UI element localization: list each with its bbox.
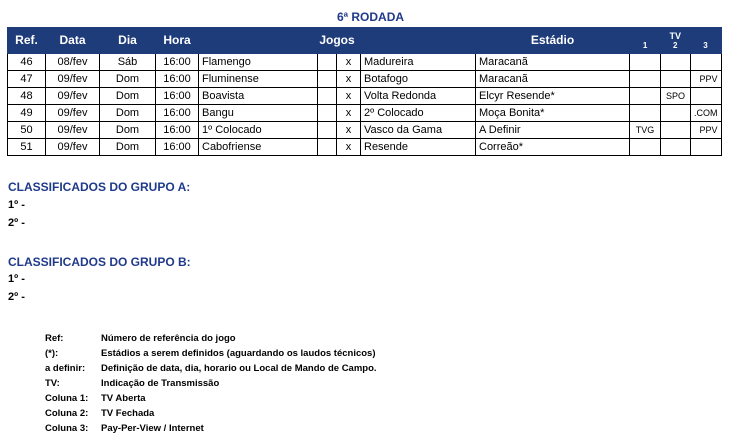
header-tv-col-1: 1 bbox=[642, 40, 648, 50]
cell-dia: Dom bbox=[100, 71, 156, 88]
group-a-second: 2º - bbox=[8, 217, 25, 229]
cell-away-team: Madureira bbox=[361, 54, 476, 71]
cell-dia: Dom bbox=[100, 122, 156, 139]
legend-key: Coluna 3: bbox=[45, 423, 89, 434]
header-tv bbox=[630, 28, 722, 54]
cell-spacer bbox=[318, 88, 337, 105]
cell-spacer bbox=[318, 54, 337, 71]
legend-value: Definição de data, dia, horario ou Local de Mando de Campo. bbox=[101, 363, 377, 374]
cell-versus: x bbox=[337, 71, 361, 88]
cell-ref: 46 bbox=[8, 54, 46, 71]
cell-tv3 bbox=[691, 139, 722, 156]
cell-spacer bbox=[318, 122, 337, 139]
header-estadio: Estádio bbox=[476, 28, 630, 54]
cell-dia: Dom bbox=[100, 88, 156, 105]
legend-item bbox=[45, 331, 377, 346]
table-row bbox=[8, 88, 722, 105]
cell-tv2: SPO bbox=[661, 88, 691, 105]
cell-estadio: Correão* bbox=[476, 139, 630, 156]
round-title: 6ª RODADA bbox=[336, 10, 405, 24]
cell-estadio: Maracanã bbox=[476, 54, 630, 71]
group-a-title: CLASSIFICADOS DO GRUPO A: bbox=[8, 180, 191, 194]
cell-home-team: Fluminense bbox=[199, 71, 318, 88]
legend-item bbox=[45, 376, 377, 391]
cell-tv1 bbox=[630, 105, 661, 122]
header-tv-label: TV bbox=[669, 30, 681, 41]
cell-versus: x bbox=[337, 105, 361, 122]
table-header-row bbox=[8, 28, 722, 54]
cell-hora: 16:00 bbox=[156, 54, 199, 71]
legend-value: TV Aberta bbox=[101, 393, 146, 404]
cell-tv1: TVG bbox=[630, 122, 661, 139]
cell-tv3 bbox=[691, 54, 722, 71]
group-b-first: 1º - bbox=[8, 273, 25, 285]
cell-tv2 bbox=[661, 71, 691, 88]
cell-tv1 bbox=[630, 139, 661, 156]
header-tv-col-3: 3 bbox=[703, 40, 708, 50]
group-b-second: 2º - bbox=[8, 291, 25, 303]
cell-data: 09/fev bbox=[46, 105, 100, 122]
cell-spacer bbox=[318, 139, 337, 156]
legend-value: Estádios a serem definidos (aguardando os laudos técnicos) bbox=[101, 348, 376, 359]
cell-hora: 16:00 bbox=[156, 88, 199, 105]
cell-estadio: Maracanã bbox=[476, 71, 630, 88]
legend-item bbox=[45, 421, 377, 436]
legend-item bbox=[45, 361, 377, 376]
cell-hora: 16:00 bbox=[156, 139, 199, 156]
cell-home-team: Flamengo bbox=[199, 54, 318, 71]
cell-versus: x bbox=[337, 54, 361, 71]
cell-dia: Sáb bbox=[100, 54, 156, 71]
cell-data: 09/fev bbox=[46, 88, 100, 105]
table-row bbox=[8, 122, 722, 139]
table-row bbox=[8, 139, 722, 156]
cell-home-team: 1º Colocado bbox=[199, 122, 318, 139]
cell-data: 09/fev bbox=[46, 71, 100, 88]
table-row bbox=[8, 54, 722, 71]
cell-ref: 50 bbox=[8, 122, 46, 139]
cell-data: 09/fev bbox=[46, 122, 100, 139]
legend bbox=[45, 331, 377, 436]
cell-away-team: Volta Redonda bbox=[361, 88, 476, 105]
header-data: Data bbox=[46, 28, 100, 54]
cell-ref: 49 bbox=[8, 105, 46, 122]
cell-data: 09/fev bbox=[46, 139, 100, 156]
legend-item bbox=[45, 391, 377, 406]
cell-versus: x bbox=[337, 88, 361, 105]
cell-away-team: 2º Colocado bbox=[361, 105, 476, 122]
cell-tv2 bbox=[661, 54, 691, 71]
cell-estadio: Moça Bonita* bbox=[476, 105, 630, 122]
cell-tv3 bbox=[691, 88, 722, 105]
legend-item bbox=[45, 406, 377, 421]
cell-away-team: Vasco da Gama bbox=[361, 122, 476, 139]
legend-key: (*): bbox=[45, 348, 59, 359]
cell-home-team: Boavista bbox=[199, 88, 318, 105]
cell-ref: 47 bbox=[8, 71, 46, 88]
cell-ref: 48 bbox=[8, 88, 46, 105]
cell-tv1 bbox=[630, 71, 661, 88]
legend-key: Ref: bbox=[45, 333, 64, 344]
cell-spacer bbox=[318, 105, 337, 122]
games-table bbox=[7, 27, 722, 156]
cell-dia: Dom bbox=[100, 105, 156, 122]
cell-home-team: Cabofriense bbox=[199, 139, 318, 156]
cell-tv3: PPV bbox=[691, 71, 722, 88]
cell-tv1 bbox=[630, 54, 661, 71]
legend-key: TV: bbox=[45, 378, 60, 389]
legend-value: TV Fechada bbox=[101, 408, 155, 419]
cell-dia: Dom bbox=[100, 139, 156, 156]
header-hora: Hora bbox=[156, 28, 199, 54]
legend-key: a definir: bbox=[45, 363, 86, 374]
legend-value: Pay-Per-View / Internet bbox=[101, 423, 204, 434]
table-row bbox=[8, 71, 722, 88]
header-jogos: Jogos bbox=[199, 28, 476, 54]
header-ref: Ref. bbox=[8, 28, 46, 54]
cell-away-team: Botafogo bbox=[361, 71, 476, 88]
cell-tv2 bbox=[661, 122, 691, 139]
cell-data: 08/fev bbox=[46, 54, 100, 71]
cell-hora: 16:00 bbox=[156, 122, 199, 139]
cell-estadio: A Definir bbox=[476, 122, 630, 139]
cell-tv2 bbox=[661, 139, 691, 156]
group-a-first: 1º - bbox=[8, 199, 25, 211]
cell-tv2 bbox=[661, 105, 691, 122]
header-dia: Dia bbox=[100, 28, 156, 54]
legend-key: Coluna 1: bbox=[45, 393, 89, 404]
table-row bbox=[8, 105, 722, 122]
cell-ref: 51 bbox=[8, 139, 46, 156]
legend-item bbox=[45, 346, 377, 361]
cell-tv1 bbox=[630, 88, 661, 105]
cell-estadio: Elcyr Resende* bbox=[476, 88, 630, 105]
cell-tv3: PPV bbox=[691, 122, 722, 139]
cell-hora: 16:00 bbox=[156, 71, 199, 88]
cell-away-team: Resende bbox=[361, 139, 476, 156]
legend-value: Número de referência do jogo bbox=[101, 333, 236, 344]
legend-key: Coluna 2: bbox=[45, 408, 89, 419]
cell-home-team: Bangu bbox=[199, 105, 318, 122]
cell-tv3: .COM bbox=[691, 105, 722, 122]
cell-versus: x bbox=[337, 122, 361, 139]
group-b-title: CLASSIFICADOS DO GRUPO B: bbox=[8, 255, 191, 269]
cell-versus: x bbox=[337, 139, 361, 156]
header-tv-col-2: 2 bbox=[673, 40, 678, 50]
cell-hora: 16:00 bbox=[156, 105, 199, 122]
cell-spacer bbox=[318, 71, 337, 88]
legend-value: Indicação de Transmissão bbox=[101, 378, 220, 389]
